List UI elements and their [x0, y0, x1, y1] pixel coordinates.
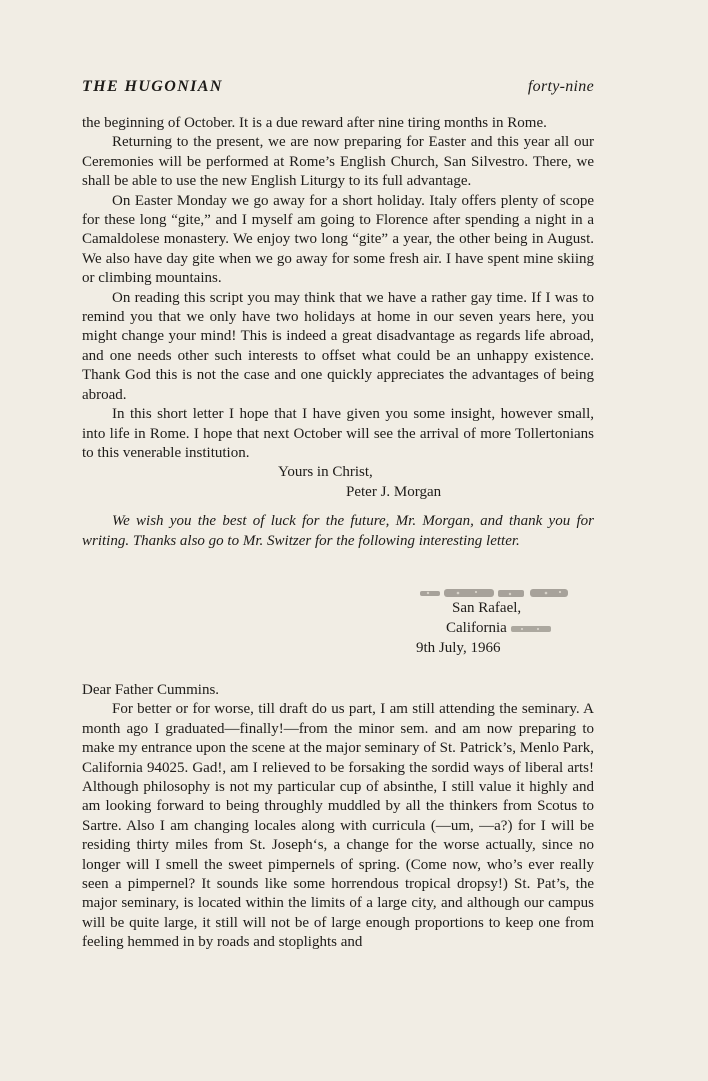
letter-one-paragraph: On Easter Monday we go away for a short holiday. Italy offers plenty of scope for these long “gite,” and I myself am going to Florence after spending a night in a Camaldolese monastery. We enjoy two long “gite” a year, the other being in August. We also have day gite when we go away for some fresh air. I have spent mine skiing or climbing mountains.: [82, 192, 594, 287]
signature: Peter J. Morgan: [346, 483, 442, 500]
obscured-zip-smudge: [510, 624, 552, 634]
editor-note: We wish you the best of luck for the future, Mr. Morgan, and thank you for writing. Thanks also go to Mr. Switzer for the following interesting letter.: [82, 513, 594, 549]
publication-title: THE HUGONIAN: [82, 78, 223, 95]
letter-two-paragraph: For better or for worse, till draft do us part, I am still attending the seminary. A month ago I graduated—finally!—from the minor sem. and am now preparing to make my entrance upon the scene at the major seminary of St. Patrick’s, Menlo Park, California 94025. Gad!, am I relieved to be forsaking the sordid ways of liberal arts! Although philosophy is not my particular cup of absinthe, I still value it highly and am looking forward to being throughly muddled by all the thinkers from Scotus to Sartre. Also I am changing locales along with curricula (—um, —a?) for I will be residing thirty miles from St. Joseph‘s, a change for the worse actually, since no longer will I smell the sweet pimpernels of spring. (Come now, who’s ever really seen a pimpernel? It sounds like some horrendous tropical dropsy!) St. Pat’s, the major seminary, is located within the limits of a large city, and although our campus will be quite large, it still will not be of large enough proportions to keep one from feeling hemmed in by roads and stoplights and: [82, 701, 594, 951]
letter-two-body: [82, 700, 594, 952]
letter-one-paragraph: In this short letter I hope that I have given you some insight, however small, into life in Rome. I hope that next October will see the arrival of more Tollertonians to this venerable institution.: [82, 406, 594, 461]
letter-one-body: [82, 114, 594, 463]
address-state-line: [446, 619, 552, 638]
document-page: [82, 78, 594, 953]
closing-line: Yours in Christ,: [278, 464, 373, 481]
letter-one-paragraph: Returning to the present, we are now preparing for Easter and this year all our Ceremonies will be performed at Rome’s English Church, San Silvestro. There, we shall be able to use the new English Liturgy to its full advantage.: [82, 134, 594, 190]
running-header: [82, 78, 594, 96]
letter-one-paragraph: On reading this script you may think that we have a rather gay time. If I was to remind you that we only have two holidays at home in our seven years here, you might change your mind! This is indeed a great disadvantage as regards life abroad, and one needs other such interests to offset what could be an unhappy existence. Thank God this is not the case and one quickly appreciates the advantages of being abroad.: [82, 289, 594, 403]
letter-date: 9th July, 1966: [416, 639, 501, 656]
obscured-address-smudge: [418, 587, 572, 599]
address-state: California: [446, 619, 507, 636]
address-city: San Rafael,: [452, 599, 522, 616]
letter-one-closing: [82, 463, 594, 502]
letter-two-address: [82, 587, 594, 669]
letter-one-paragraph: the beginning of October. It is a due reward after nine tiring months in Rome.: [82, 115, 547, 131]
salutation: Dear Father Cummins.: [82, 681, 220, 698]
page-number: forty-nine: [527, 78, 594, 95]
